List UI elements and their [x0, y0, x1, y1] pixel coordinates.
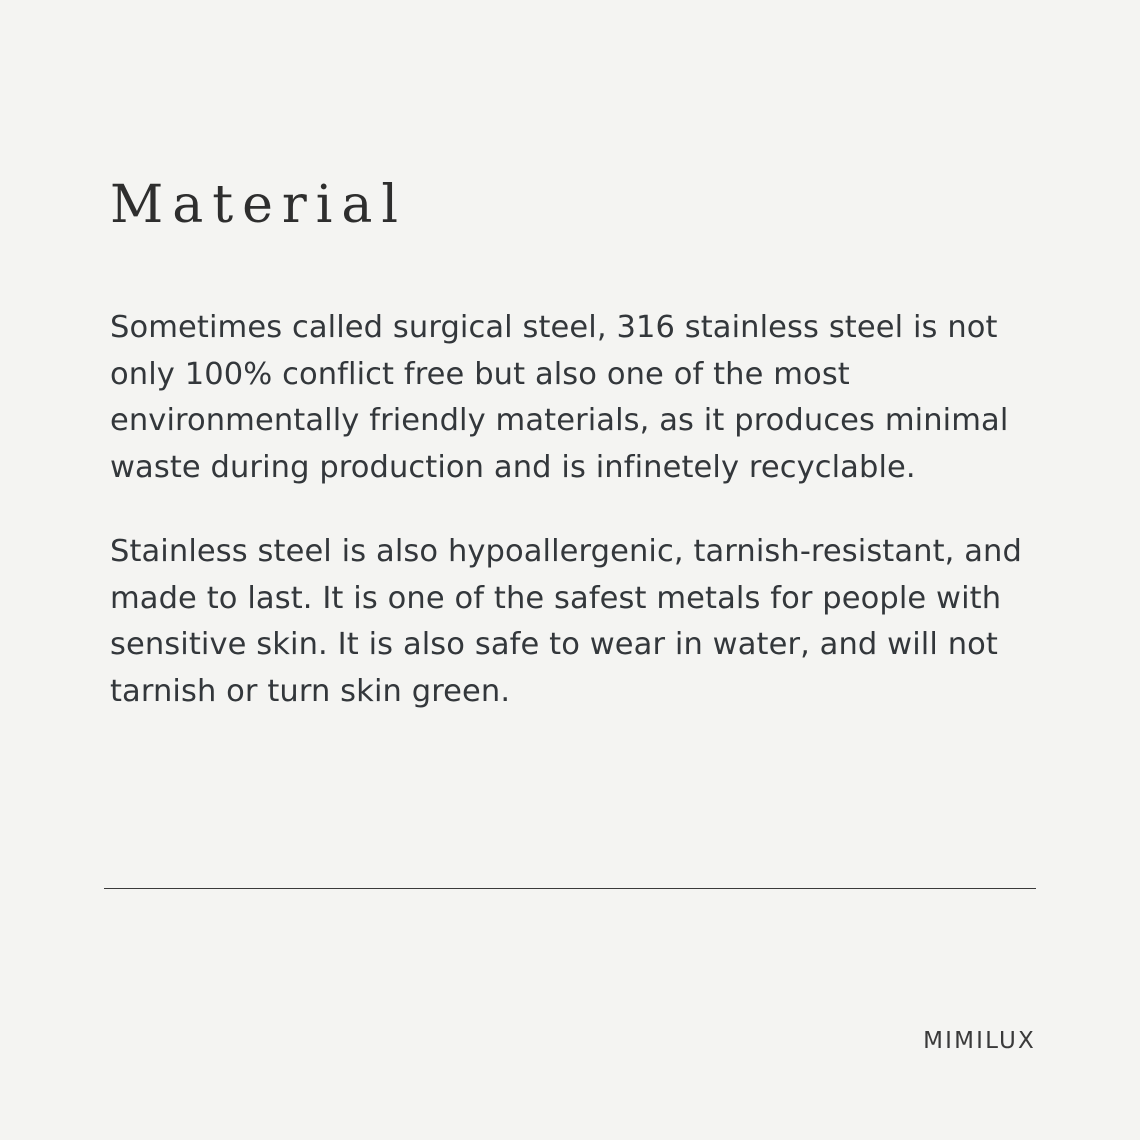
- horizontal-divider: [104, 888, 1036, 889]
- page-title: Material: [110, 174, 408, 235]
- paragraph-1: Sometimes called surgical steel, 316 stainless steel is not only 100% conflict free but also one of the most environmentally friendly materials, as it produces minimal waste during production and is infinetely recyclable.: [110, 310, 1009, 485]
- body-copy: [110, 305, 1040, 715]
- paragraph-2: Stainless steel is also hypoallergenic, tarnish-resistant, and made to last. It is one of the safest metals for people with sensitive skin. It is also safe to wear in water, and will not tarnish or turn skin green.: [110, 534, 1022, 709]
- brand-wordmark: MIMILUX: [923, 1028, 1036, 1054]
